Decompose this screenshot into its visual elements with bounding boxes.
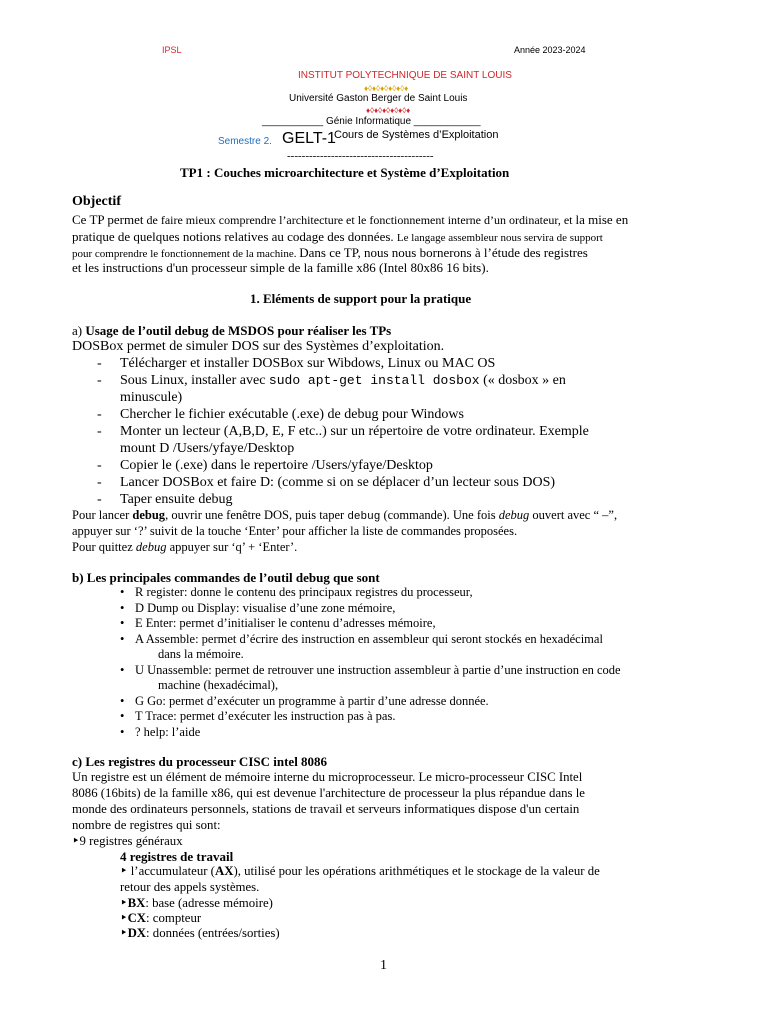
- command-text: G Go: permet d’exécuter un programme à partir d’une adresse donnée.: [135, 693, 489, 708]
- header-year: Année 2023-2024: [514, 45, 586, 55]
- bx-register-line: ‣BX: base (adresse mémoire): [120, 896, 273, 910]
- list-text: Copier le (.exe) dans le repertoire /Users/yfaye/Desktop: [120, 458, 433, 473]
- section-b-heading: b) Les principales commandes de l’outil debug que sont: [72, 570, 380, 585]
- command-text: R register: donne le contenu des principaux registres du processeur,: [135, 585, 473, 599]
- paragraph-line: 8086 (16bits) de la famille x86, qui est devenue l'architecture de processeur la plus répandue dans le: [72, 786, 585, 800]
- debug-italic: debug: [135, 540, 167, 554]
- course-name: Cours de Systèmes d’Exploitation: [334, 129, 499, 141]
- command-text: ? help: l’aide: [135, 724, 201, 739]
- work-registers-heading: 4 registres de travail: [120, 849, 234, 864]
- accumulator-line: [120, 864, 600, 879]
- header-left: IPSL: [162, 45, 182, 55]
- dx-register: DX: [127, 926, 147, 940]
- section-a-heading: [72, 323, 391, 339]
- bullet: •: [120, 662, 125, 677]
- list-dash: -: [97, 356, 102, 371]
- p1-part: Pour lancer: [72, 508, 133, 522]
- objective-line-3: [72, 245, 588, 261]
- accumulator-line-2: retour des appels systèmes.: [120, 880, 260, 894]
- separator-dashes: ----------------------------------------: [287, 150, 434, 162]
- bullet: •: [120, 631, 125, 646]
- ax-register: AX: [214, 864, 234, 878]
- objective-l2b: Le langage assembleur nous servira de support: [396, 232, 603, 244]
- objective-l3a: pour comprendre le fonctionnement de la machine.: [72, 248, 300, 260]
- objective-line-1: [72, 212, 628, 228]
- p3-part: appuyer sur ‘q’ + ‘Enter’.: [166, 540, 298, 554]
- cx-desc: : compteur: [146, 911, 202, 925]
- department: ___________ Génie Informatique ____________: [262, 116, 481, 127]
- ornament-line-1: ♦◊♦◊♦◊♦◊♦◊♦: [364, 84, 409, 93]
- objective-l1a: Ce TP permet: [72, 212, 144, 227]
- section-a-title: Usage de l’outil debug de MSDOS pour réaliser les TPs: [85, 323, 392, 338]
- debug-italic: debug: [498, 508, 530, 522]
- list-text: Lancer DOSBox et faire D: (comme si on se déplacer d’un lecteur sous DOS): [120, 475, 556, 490]
- acc-part: ‣ l’accumulateur (: [120, 864, 215, 878]
- list-dash: -: [97, 475, 102, 490]
- p1-part: ouvert avec “ –”,: [529, 508, 618, 522]
- objective-line-4: et les instructions d'un processeur simple de la famille x86 (Intel 80x86 16 bits).: [72, 260, 489, 275]
- debug-launch-line: [72, 508, 617, 523]
- debug-command: debug: [347, 511, 381, 523]
- p3-part: Pour quittez: [72, 540, 136, 554]
- command-text: D Dump ou Display: visualise d’une zone mémoire,: [135, 600, 396, 615]
- list-dash: -: [97, 373, 102, 388]
- list-dash: -: [97, 407, 102, 422]
- list-text: Monter un lecteur (A,B,D, E, F etc..) sur un répertoire de votre ordinateur. Exemple: [120, 424, 589, 439]
- institute-name: INSTITUT POLYTECHNIQUE DE SAINT LOUIS: [298, 70, 512, 81]
- objective-l2a: pratique de quelques notions relatives au codage des données.: [72, 229, 397, 244]
- list-dash: -: [97, 492, 102, 507]
- command-text: T Trace: permet d’exécuter les instruction pas à pas.: [135, 709, 396, 723]
- acc-part: ), utilisé pour les opérations arithmétiques et le stockage de la valeur de: [233, 864, 600, 878]
- install-command: sudo apt-get install dosbox: [268, 373, 480, 388]
- bx-register: BX: [127, 896, 146, 910]
- page-number: 1: [380, 958, 387, 973]
- course-code: GELT-1: [282, 130, 336, 147]
- document-title: TP1 : Couches microarchitecture et Système d’Exploitation: [180, 165, 510, 180]
- objective-line-2: [72, 229, 603, 245]
- p1-part: , ouvrir une fenêtre DOS, puis taper: [165, 508, 348, 522]
- dx-desc: : données (entrées/sorties): [146, 926, 280, 940]
- paragraph-line: nombre de registres qui sont:: [72, 818, 221, 832]
- bullet: •: [120, 709, 125, 723]
- semester: Semestre 2.: [218, 136, 272, 147]
- list-text: Taper ensuite debug: [120, 492, 233, 507]
- objective-l1c: la mise en: [575, 212, 629, 227]
- command-text: U Unassemble: permet de retrouver une instruction assembleur à partie d’une instruction en code: [135, 662, 621, 677]
- list-text: mount D /Users/yfaye/Desktop: [120, 441, 295, 456]
- objective-l3b: Dans ce TP, nous nous bornerons à l’étude des registres: [299, 245, 588, 260]
- section-c-heading: c) Les registres du processeur CISC intel 8086: [72, 754, 328, 769]
- bullet: •: [120, 600, 125, 615]
- list-text: minuscule): [120, 390, 183, 405]
- bullet: •: [120, 585, 125, 599]
- cx-register: CX: [127, 911, 147, 925]
- objective-l1b: de faire mieux comprendre l’architecture et le fonctionnement interne d’un ordinateur, et: [143, 213, 576, 227]
- paragraph-line: Un registre est un élément de mémoire interne du microprocesseur. Le micro-processeur CISC Intel: [72, 770, 583, 784]
- list-text: Chercher le fichier exécutable (.exe) de debug pour Windows: [120, 407, 464, 422]
- university-name: Université Gaston Berger de Saint Louis: [289, 93, 468, 104]
- bullet: •: [120, 724, 125, 739]
- section-a-intro: DOSBox permet de simuler DOS sur des Systèmes d’exploitation.: [72, 339, 445, 354]
- section-c-paragraph: [72, 769, 585, 849]
- debug-help-line: appuyer sur ‘?’ suivit de la touche ‘Enter’ pour afficher la liste de commandes proposées.: [72, 524, 518, 538]
- list-text-after: (« dosbox » en: [479, 373, 566, 388]
- command-text: machine (hexadécimal),: [158, 678, 279, 692]
- list-text: Télécharger et installer DOSBox sur Wibdows, Linux ou MAC OS: [120, 356, 496, 371]
- paragraph-line: monde des ordinateurs personnels, stations de travail et serveurs informatiques dispose d'un certain: [72, 802, 580, 816]
- bx-desc: : base (adresse mémoire): [145, 896, 273, 910]
- cx-register-line: ‣CX: compteur: [120, 911, 202, 925]
- bullet: •: [120, 693, 125, 708]
- dx-register-line: ‣DX: données (entrées/sorties): [120, 926, 280, 940]
- section-1-heading: 1. Eléments de support pour la pratique: [250, 291, 472, 306]
- command-text: E Enter: permet d’initialiser le contenu d’adresses mémoire,: [135, 616, 436, 630]
- list-text: Sous Linux, installer avec: [120, 373, 269, 388]
- debug-quit-line: [72, 540, 297, 555]
- list-dash: -: [97, 424, 102, 439]
- list-dash: -: [97, 458, 102, 473]
- ornament-line-2: ♦◊♦◊♦◊♦◊♦◊♦: [366, 106, 411, 115]
- debug-bold: debug: [132, 508, 166, 522]
- section-a-prefix: a): [72, 323, 86, 338]
- general-registers: ‣9 registres généraux: [72, 834, 183, 848]
- bullet: •: [120, 616, 125, 630]
- p1-part: (commande). Une fois: [380, 508, 499, 522]
- objective-heading: Objectif: [72, 194, 121, 209]
- command-text: A Assemble: permet d’écrire des instruction en assembleur qui seront stockés en hexadécimal: [135, 631, 603, 646]
- command-text: dans la mémoire.: [158, 647, 244, 661]
